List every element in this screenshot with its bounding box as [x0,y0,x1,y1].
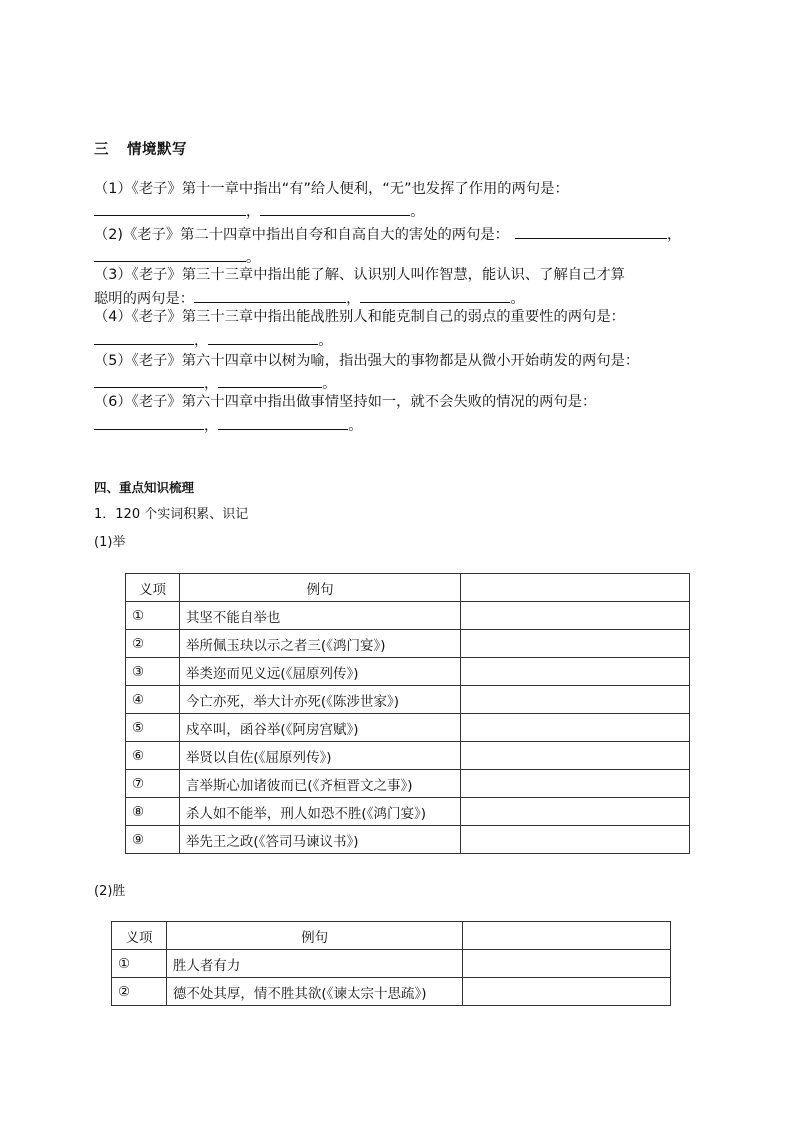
answer-blank[interactable] [218,415,348,430]
question-1: （1）《老子》第十一章中指出“有”给人便利，“无”也发挥了作用的两句是： [94,181,569,197]
section-title-3 [94,138,187,159]
header-cell [463,922,671,950]
example-sentence: 胜人者有力 [166,950,462,978]
answer-cell[interactable] [461,658,690,686]
answer-blank[interactable] [94,415,204,430]
table-row [126,630,690,658]
example-sentence: 其坚不能自举也 [179,602,461,630]
table-row [112,978,671,1006]
answer-cell[interactable] [461,602,690,630]
answer-blank[interactable] [208,330,318,345]
sense-number: ② [112,978,167,1006]
header-cell [461,574,690,602]
table-row [126,826,690,854]
question-3-cont: 聪明的两句是： ， 。 [94,288,525,309]
header-cell: 例句 [166,922,462,950]
question-4: （4）《老子》第三十三章中指出能战胜别人和能克制自己的弱点的重要性的两句是： [94,309,625,325]
example-sentence: 举所佩玉玦以示之者三(《鸿门宴》) [179,630,461,658]
answer-line-4: ， 。 [94,330,333,351]
section-title-4: 四、重点知识梳理 [94,480,195,495]
sense-number: ⑦ [126,770,180,798]
sense-number: ③ [126,658,180,686]
example-sentence: 杀人如不能举，刑人如恐不胜(《鸿门宴》) [179,798,461,826]
question-6: （6）《老子》第六十四章中指出做事情坚持如一，就不会失败的情况的两句是： [94,394,597,410]
sense-number: ① [126,602,180,630]
example-sentence: 戍卒叫，函谷举(《阿房宫赋》) [179,714,461,742]
answer-cell[interactable] [461,686,690,714]
answer-line-1: ， 。 [94,201,425,222]
table-row [126,686,690,714]
table-row [126,770,690,798]
vocab-table-ju [125,573,690,854]
sense-number: ④ [126,686,180,714]
question-2: （2)《老子》第二十四章中指出自夸和自高自大的害处的两句是： ， [94,224,681,245]
header-cell: 义项 [112,922,167,950]
answer-cell[interactable] [461,714,690,742]
answer-blank[interactable] [94,373,204,388]
table-label-ju: (1)举 [94,535,126,550]
sense-number: ⑥ [126,742,180,770]
answer-cell[interactable] [463,950,671,978]
question-3: （3）《老子》第三十三章中指出能了解、认识别人叫作智慧，能认识、了解自己才算 [94,267,625,283]
table-row [126,742,690,770]
example-sentence: 言举斯心加诸彼而已(《齐桓晋文之事》) [179,770,461,798]
answer-cell[interactable] [461,770,690,798]
sense-number: ② [126,630,180,658]
table-row [112,950,671,978]
example-sentence: 举先王之政(《答司马谏议书》) [179,826,461,854]
answer-blank[interactable] [360,288,510,303]
answer-cell[interactable] [461,630,690,658]
table-row [126,658,690,686]
answer-line-6: ， 。 [94,415,363,436]
vocab-table-sheng [111,921,671,1006]
table-header-row [126,574,690,602]
table-header-row [112,922,671,950]
answer-blank[interactable] [94,247,246,262]
subsection-title: 1．120 个实词积累、识记 [94,507,249,522]
answer-line-2: 。 [94,247,260,268]
table-label-sheng: (2)胜 [94,884,126,899]
answer-blank[interactable] [260,201,410,216]
answer-blank[interactable] [194,288,346,303]
sense-number: ⑤ [126,714,180,742]
sense-number: ① [112,950,167,978]
answer-blank[interactable] [94,201,246,216]
answer-blank[interactable] [515,224,667,239]
answer-blank[interactable] [218,373,322,388]
answer-cell[interactable] [461,826,690,854]
header-cell: 义项 [126,574,180,602]
sense-number: ⑨ [126,826,180,854]
example-sentence: 今亡亦死，举大计亦死(《陈涉世家》) [179,686,461,714]
example-sentence: 德不处其厚，情不胜其欲(《谏太宗十思疏》) [166,978,462,1006]
table-row [126,798,690,826]
header-cell: 例句 [179,574,461,602]
answer-line-5: ， 。 [94,373,337,394]
question-5: （5）《老子》第六十四章中以树为喻，指出强大的事物都是从微小开始萌发的两句是： [94,353,640,369]
sense-number: ⑧ [126,798,180,826]
answer-cell[interactable] [461,742,690,770]
example-sentence: 举类迩而见义远(《屈原列传》) [179,658,461,686]
section-title-text: 情境默写 [127,142,187,158]
example-sentence: 举贤以自佐(《屈原列传》) [179,742,461,770]
answer-cell[interactable] [463,978,671,1006]
table-row [126,714,690,742]
table-row [126,602,690,630]
answer-blank[interactable] [94,330,194,345]
section-number: 三 [94,142,109,158]
answer-cell[interactable] [461,798,690,826]
